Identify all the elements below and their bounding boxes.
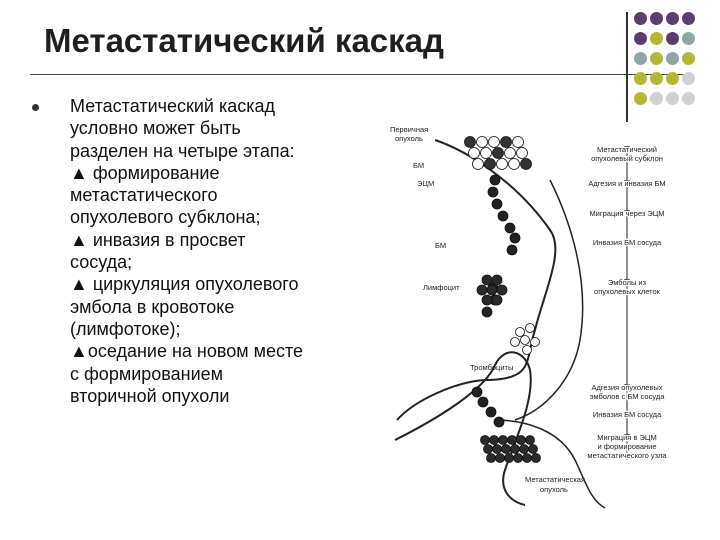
tumor-cell (465, 137, 476, 148)
metastatic-cell (484, 445, 493, 454)
tumor-cell (482, 307, 492, 317)
metastatic-cell (526, 436, 535, 445)
step-label: Адгезия и инвазия БМ (588, 179, 666, 188)
step-label: и формирование (597, 442, 657, 451)
step-label: Метастатический (597, 145, 657, 154)
label-primary-tumor: Первичная (390, 125, 429, 134)
metastatic-cell (502, 445, 511, 454)
body-line: разделен на четыре этапа: (70, 140, 295, 161)
slide-title: Метастатический каскад (44, 22, 444, 59)
step-label: Миграция в ЭЦМ (597, 433, 657, 442)
embolus-cell (482, 275, 492, 285)
tumor-cell (517, 148, 528, 159)
metastatic-cell (490, 436, 499, 445)
metastatic-tumor-cluster (481, 436, 541, 463)
decor-dot (682, 52, 695, 65)
metastatic-cell (517, 436, 526, 445)
cascade-step (591, 145, 663, 163)
decor-dot (666, 12, 679, 25)
metastatic-cell (508, 436, 517, 445)
decor-dot (634, 72, 647, 85)
step-label: Эмболы из (607, 278, 647, 287)
tumor-cell (513, 137, 524, 148)
tissue-wall-lower (395, 352, 531, 505)
decor-dot (650, 52, 663, 65)
platelet (523, 346, 532, 355)
step-label: опухолевый субклон (591, 154, 663, 163)
metastatic-cell (487, 454, 496, 463)
cascade-step (593, 410, 662, 419)
body-line: вторичной опухоли (70, 385, 230, 406)
tumor-cell (489, 137, 500, 148)
body-line: условно может быть (70, 118, 241, 139)
tumor-cell (509, 159, 520, 170)
tumor-cell (478, 397, 488, 407)
tumor-cell (498, 211, 508, 221)
embolus-cell (487, 285, 497, 295)
body-line: (лимфотоке); (70, 318, 181, 339)
tumor-cell (481, 148, 492, 159)
decor-dot (650, 32, 663, 45)
metastatic-cell (481, 436, 490, 445)
decor-dot (682, 12, 695, 25)
body-line: ▲ инвазия в просвет (70, 229, 246, 250)
metastatic-cell (499, 436, 508, 445)
platelet (531, 338, 540, 347)
step-label: метастатического узла (587, 451, 667, 460)
decor-dot (634, 92, 647, 105)
tumor-cell (469, 148, 480, 159)
platelet (526, 324, 535, 333)
step-label: опухолевых клеток (594, 287, 660, 296)
tissue-wall-bottom (495, 420, 605, 508)
vessel-wall-right (515, 180, 583, 420)
metastatic-cell (532, 454, 541, 463)
embolus-cell (477, 285, 487, 295)
metastatic-cell (514, 454, 523, 463)
platelet (511, 338, 520, 347)
tumor-cell (510, 233, 520, 243)
metastatic-cell (505, 454, 514, 463)
decor-dot (650, 12, 663, 25)
decor-dot (682, 92, 695, 105)
title-underline (30, 74, 690, 75)
tumor-cell (507, 245, 517, 255)
decor-dot (666, 92, 679, 105)
tumor-cell (505, 148, 516, 159)
metastatic-cell (511, 445, 520, 454)
cascade-step (590, 383, 666, 401)
body-text (70, 95, 360, 407)
label-bm: БМ (413, 161, 425, 170)
metastatic-cell (496, 454, 505, 463)
cascade-step (594, 278, 661, 296)
embolus-cell (492, 275, 502, 285)
step-label: Адгезия опухолевых (591, 383, 663, 392)
body-line: сосуда; (70, 252, 133, 273)
label-ecm: ЭЦМ (417, 179, 435, 188)
label-metastatic-tumor: Метастатическая (525, 475, 586, 484)
decor-dot (666, 32, 679, 45)
metastatic-cell (493, 445, 502, 454)
step-label: Инвазия БМ сосуда (592, 238, 662, 247)
decor-vertical-line (626, 12, 628, 122)
platelet (516, 328, 525, 337)
metastatic-cell (520, 445, 529, 454)
tumor-cell (501, 137, 512, 148)
tumor-embolus (477, 275, 507, 305)
body-line: метастатического (70, 185, 218, 206)
cascade-step (593, 238, 662, 247)
platelet (521, 336, 530, 345)
decor-dot (666, 52, 679, 65)
metastatic-cell (523, 454, 532, 463)
decor-dot (682, 72, 695, 85)
step-label: Инвазия БМ сосуда (592, 410, 662, 419)
tumor-cell (486, 407, 496, 417)
embolus-cell (492, 295, 502, 305)
label-lymphocyte: Лимфоцит (423, 283, 460, 292)
tumor-cell (494, 417, 504, 427)
cascade-step (589, 209, 664, 218)
tumor-cell (488, 187, 498, 197)
metastatic-cascade-diagram (375, 120, 695, 510)
tumor-cell (505, 223, 515, 233)
tumor-cell (477, 137, 488, 148)
primary-tumor-cluster (465, 137, 532, 170)
body-line: опухолевого субклона; (70, 207, 261, 228)
decor-dot (650, 72, 663, 85)
body-line: ▲ циркуляция опухолевого (70, 274, 299, 295)
cascade-step (587, 433, 667, 460)
tumor-cell (497, 159, 508, 170)
tumor-cell (521, 159, 532, 170)
label-bm: БМ (435, 241, 447, 250)
tumor-cell (490, 175, 500, 185)
tumor-cell (493, 148, 504, 159)
body-line: эмбола в кровотоке (70, 296, 235, 317)
embolus-cell (497, 285, 507, 295)
body-line: Метастатический каскад (70, 96, 276, 116)
decor-dot (634, 52, 647, 65)
body-line: ▲ формирование (70, 162, 220, 183)
label-platelets: Тромбоциты (470, 363, 514, 372)
embolus-cell (482, 295, 492, 305)
tumor-cell (473, 159, 484, 170)
metastatic-cell (529, 445, 538, 454)
decor-dot (682, 32, 695, 45)
decor-dot (634, 12, 647, 25)
decor-dot (650, 92, 663, 105)
tumor-cell (492, 199, 502, 209)
label-metastatic-tumor: опухоль (540, 485, 568, 494)
tumor-cell (485, 159, 496, 170)
bullet-icon (32, 104, 39, 111)
cascade-step (588, 179, 665, 188)
step-label: эмболов с БМ сосуда (589, 392, 665, 401)
label-primary-tumor: опухоль (395, 134, 423, 143)
tumor-cell (472, 387, 482, 397)
decor-dot (666, 72, 679, 85)
body-line: с формированием (70, 363, 224, 384)
decor-dot (634, 32, 647, 45)
body-line: ▲оседание на новом месте (70, 341, 304, 362)
step-label: Миграция через ЭЦМ (589, 209, 665, 218)
